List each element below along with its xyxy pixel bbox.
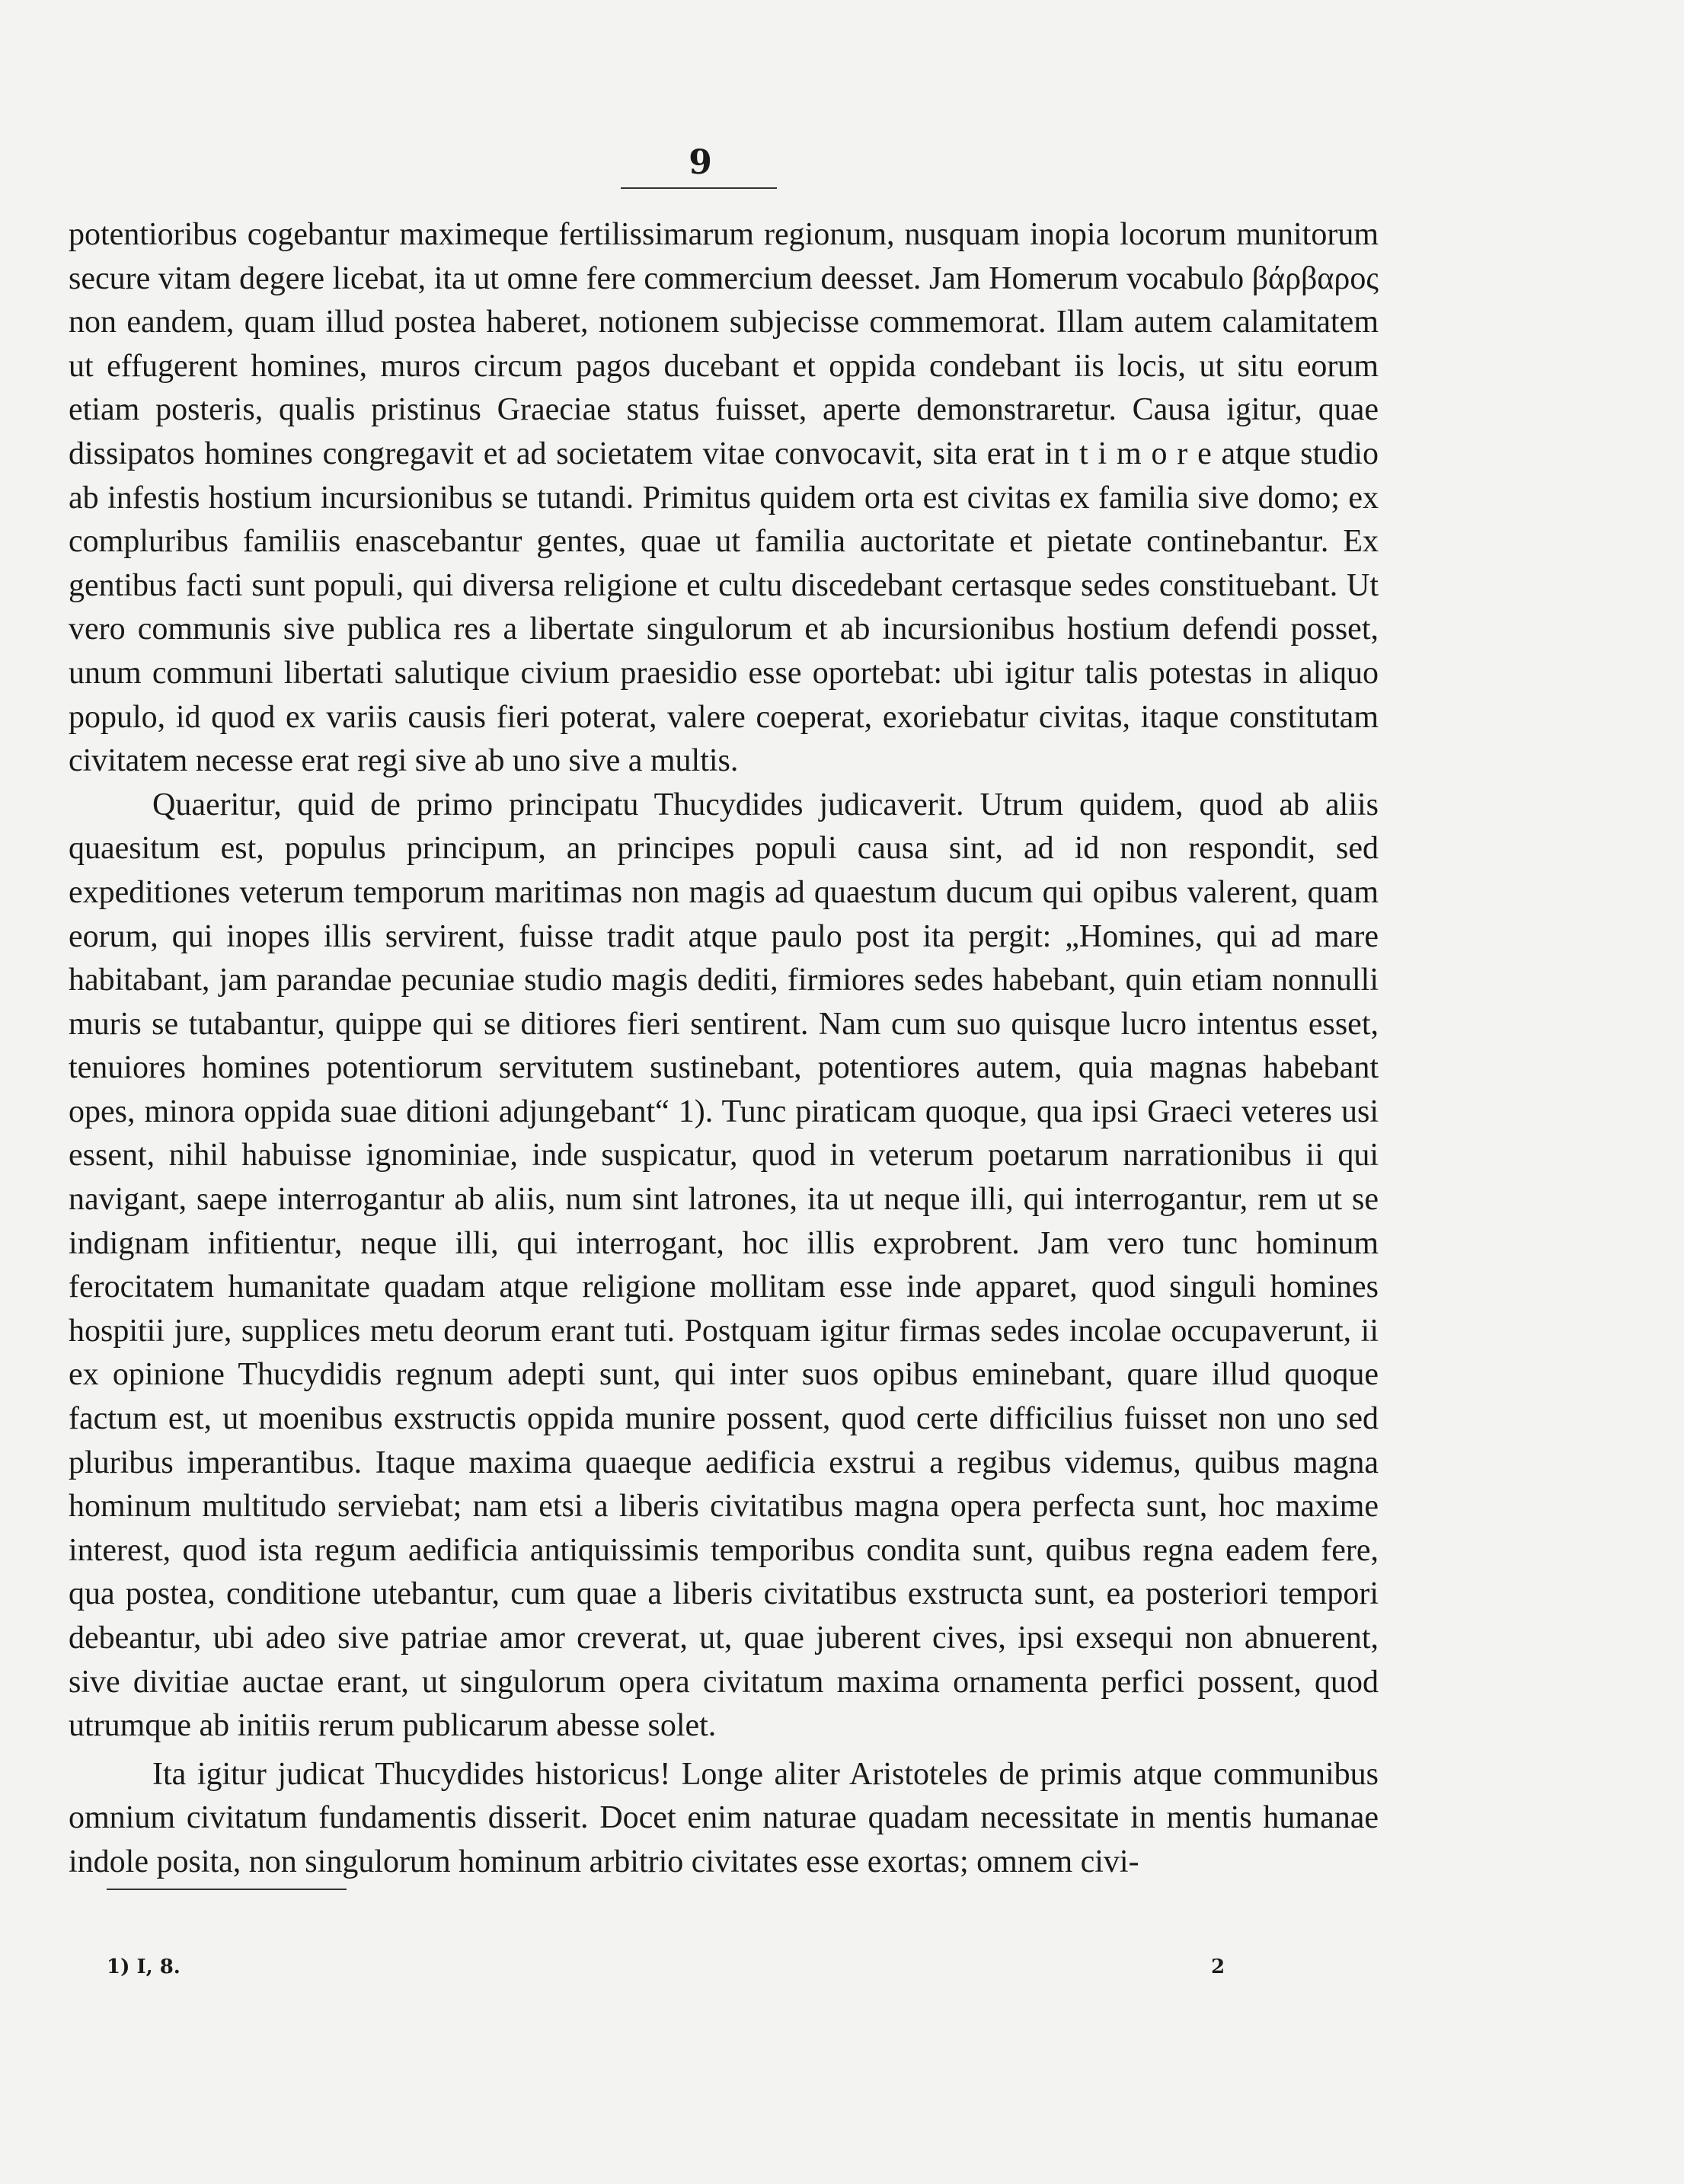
paragraph-3: Ita igitur judicat Thucydides historicus! Longe aliter Aristoteles de primis atque communibus omnium civitatum fundamentis disserit. Docet enim naturae quadam necessitate in mentis humanae indole posita, non singulorum hominum arbitrio civitates esse exortas; omnem civi- (69, 1756, 1379, 1879)
header-rule (621, 187, 777, 189)
paragraph-2: Quaeritur, quid de primo principatu Thucydides judicaverit. Utrum quidem, quod ab aliis quaesitum est, populus principum, an principes populi causa sint, ad id non respondit, sed expeditiones veterum temporum maritimas non magis ad quaestum ducum qui opibus valerent, quam eorum, qui inopes illis servirent, fuisse tradit atque paulo post ita pergit: „Homines, qui ad mare habitabant, jam parandae pecuniae studio magis dediti, firmiores sedes habebant, quin etiam nonnulli muris se tutabantur, quippe qui se ditiores fieri sentirent. Nam cum suo quisque lucro intentus esset, tenuiores homines potentiorum servitutem sustinebant, potentiores autem, quia magnas habebant opes, minora oppida suae ditioni adjungebant“ 1). Tunc piraticam quoque, qua ipsi Graeci veteres usi essent, nihil habuisse ignominiae, inde suspicatur, quod in veterum poetarum narrationibus ii qui navigant, saepe interrogantur ab aliis, num sint latrones, ita ut neque illi, qui interrogantur, rem ut se indignam infitientur, neque illi, qui interrogant, hoc illis exprobrent. Jam vero tunc hominum ferocitatem humanitate quadam atque religione mollitam esse inde apparet, quod singuli homines hospitii jure, supplices metu deorum erant tuti. Postquam igitur firmas sedes incolae occupaverunt, ii ex opinione Thucydidis regnum adepti sunt, qui inter suos opibus eminebant, quare illud quoque factum est, ut moenibus exstructis oppida munire possent, quod certe difficilius fuisset non uno sed pluribus imperantibus. Itaque maxima quaeque aedificia exstrui a regibus videmus, quibus magna hominum multitudo serviebat; nam etsi a liberis civitatibus magna opera perfecta sunt, hoc maxime interest, quod ista regum aedificia antiquissimis temporibus condita sunt, quibus regna eadem fere, qua postea, conditione utebantur, cum quae a liberis civitatibus exstructa sunt, ea posteriori tempori debeantur, ubi adeo sive patriae amor creverat, ut, quae juberent cives, ipsi exsequi non abnuerent, sive divitiae auctae erant, ut singulorum opera civitatum maxima ornamenta perfici possent, quod utrumque ab initiis rerum publicarum abesse solet. (69, 787, 1379, 1744)
footnote-rule (107, 1889, 347, 1890)
page-number: 9 (689, 143, 713, 182)
signature-mark: 2 (1211, 1956, 1225, 1978)
footnote: 1) I, 8. (107, 1956, 181, 1978)
body-text (69, 213, 1379, 1885)
paragraph-1: potentioribus cogebantur maximeque fertilissimarum regionum, nusquam inopia locorum munitorum secure vitam degere licebat, ita ut omne fere commercium deesset. Jam Homerum vocabulo βάρβαρος non eandem, quam illud postea haberet, notionem subjecisse commemorat. Illam autem calamitatem ut effugerent homines, muros circum pagos ducebant et oppida condebant iis locis, ut situ eorum etiam posteris, qualis pristinus Graeciae status fuisset, aperte demonstraretur. Causa igitur, quae dissipatos homines congregavit et ad societatem vitae convocavit, sita erat in t i m o r e atque studio ab infestis hostium incursionibus se tutandi. Primitus quidem orta est civitas ex familia sive domo; ex compluribus familiis enascebantur gentes, quae ut familia auctoritate et pietate continebantur. Ex gentibus facti sunt populi, qui diversa religione et cultu discedebant certasque sedes constituebant. Ut vero communis sive publica res a libertate singulorum et ab incursionibus hostium defendi posset, unum communi libertati salutique civium praesidio esse oportebat: ubi igitur talis potestas in aliquo populo, id quod ex variis causis fieri poterat, valere coeperat, exoriebatur civitas, itaque constitutam civitatem necesse erat regi sive ab uno sive a multis. (69, 217, 1379, 779)
